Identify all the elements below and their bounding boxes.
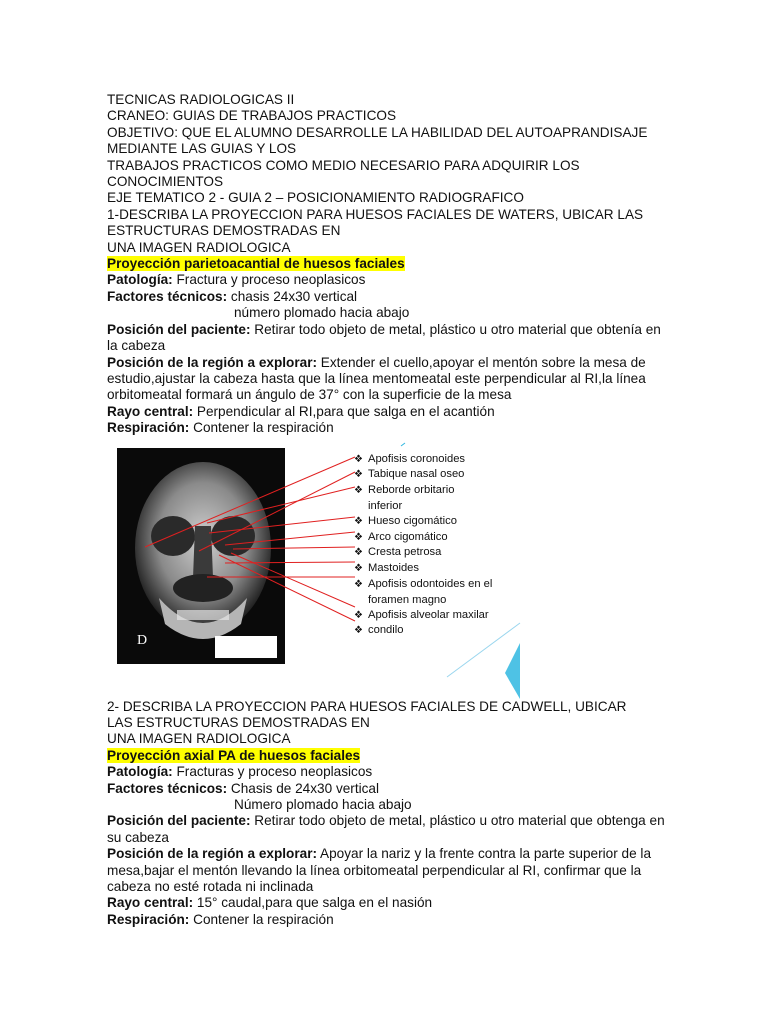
objective-line-1: OBJETIVO: QUE EL ALUMNO DESARROLLE LA HABILIDAD DEL AUTOAPRANDISAJE <box>107 124 648 140</box>
film-marker: D <box>137 632 148 648</box>
question-2-line-2: LAS ESTRUCTURAS DEMOSTRADAS EN <box>107 714 370 730</box>
waters-xray-image <box>117 448 285 664</box>
guide-title: CRANEO: GUIAS DE TRABAJOS PRACTICOS <box>107 108 397 124</box>
region-position-1: Posición de la región a explorar: Extender el cuello,apoyar el mentón sobre la mesa de estudio,ajustar la cabeza hasta que la línea mentomeatal este perpendicular al RI,la línea orbitomeatal formará un ángulo de 37° con la superficie de la mesa <box>107 354 646 403</box>
question-2-line-3: UNA IMAGEN RADIOLOGICA <box>107 731 291 747</box>
thematic-axis: EJE TEMATICO 2 - GUIA 2 – POSICIONAMIENTO RADIOGRAFICO <box>107 190 524 206</box>
breathing-1: Respiración: Contener la respiración <box>107 420 334 436</box>
structure-labels <box>354 452 492 640</box>
section-1-title: Proyección parietoacantial de huesos faciales <box>107 256 405 272</box>
document-page <box>107 92 667 928</box>
question-1-line-3: UNA IMAGEN RADIOLOGICA <box>107 239 291 255</box>
label-zygomatic-arch: ❖ Arco cigomático <box>354 530 448 543</box>
objective-line-4: CONOCIMIENTOS <box>107 174 224 190</box>
technical-factors-1-cont: número plomado hacia abajo <box>234 305 410 321</box>
technical-factors-2-cont: Número plomado hacia abajo <box>234 796 412 812</box>
patient-position-2: Posición del paciente: Retirar todo objeto de metal, plástico u otro material que obtenga en su cabeza <box>107 813 665 845</box>
region-position-2: Posición de la región a explorar: Apoyar la nariz y la frente contra la parte superior de la mesa,bajar el mentón llevando la línea orbitomeatal perpendicular al RI, confirmar que la cabeza no esté rotada ni inclinada <box>107 846 651 894</box>
course-title: TECNICAS RADIOLOGICAS II <box>107 92 295 107</box>
label-mastoid: ❖ Mastoides <box>354 562 419 575</box>
question-1-line-2: ESTRUCTURAS DEMOSTRADAS EN <box>107 223 341 239</box>
label-odontoid: ❖ Apofisis odontoides en el <box>354 577 493 590</box>
label-odontoid-cont: foramen magno <box>368 593 447 606</box>
label-orbital-rim-cont: inferior <box>368 499 403 512</box>
label-orbital-rim: ❖ Reborde orbitario <box>354 484 455 497</box>
objective-line-2: MEDIANTE LAS GUIAS Y LOS <box>107 141 297 157</box>
pathology-2: Patología: Fracturas y proceso neoplasicos <box>107 764 373 780</box>
label-condyle: ❖ condilo <box>354 624 404 637</box>
label-petrous-ridge: ❖ Cresta petrosa <box>354 546 442 559</box>
label-nasal-septum: ❖ Tabique nasal oseo <box>354 468 465 481</box>
label-zygomatic-bone: ❖ Hueso cigomático <box>354 514 457 527</box>
label-alveolar: ❖ Apofisis alveolar maxilar <box>354 608 489 621</box>
technical-factors-1: Factores técnicos: chasis 24x30 vertical <box>107 288 358 304</box>
section-2-title: Proyección axial PA de huesos faciales <box>107 747 361 763</box>
label-coronoid: ❖ Apofisis coronoides <box>354 452 466 465</box>
central-ray-2: Rayo central: 15° caudal,para que salga en el nasión <box>107 895 433 911</box>
question-1-line-1: 1-DESCRIBA LA PROYECCION PARA HUESOS FACIALES DE WATERS, UBICAR LAS <box>107 206 644 222</box>
patient-position-1: Posición del paciente: Retirar todo objeto de metal, plástico u otro material que obtenía en la cabeza <box>107 321 661 354</box>
question-2-line-1: 2- DESCRIBA LA PROYECCION PARA HUESOS FACIALES DE CADWELL, UBICAR <box>107 698 627 714</box>
waters-figure <box>107 437 667 699</box>
central-ray-1: Rayo central: Perpendicular al RI,para que salga en el acantión <box>107 403 495 419</box>
objective-line-3: TRABAJOS PRACTICOS COMO MEDIO NECESARIO PARA ADQUIRIR LOS <box>107 157 580 173</box>
technical-factors-2: Factores técnicos: Chasis de 24x30 vertical <box>107 780 379 796</box>
breathing-2: Respiración: Contener la respiración <box>107 911 334 927</box>
pathology-1: Patología: Fractura y proceso neoplasicos <box>107 272 366 288</box>
